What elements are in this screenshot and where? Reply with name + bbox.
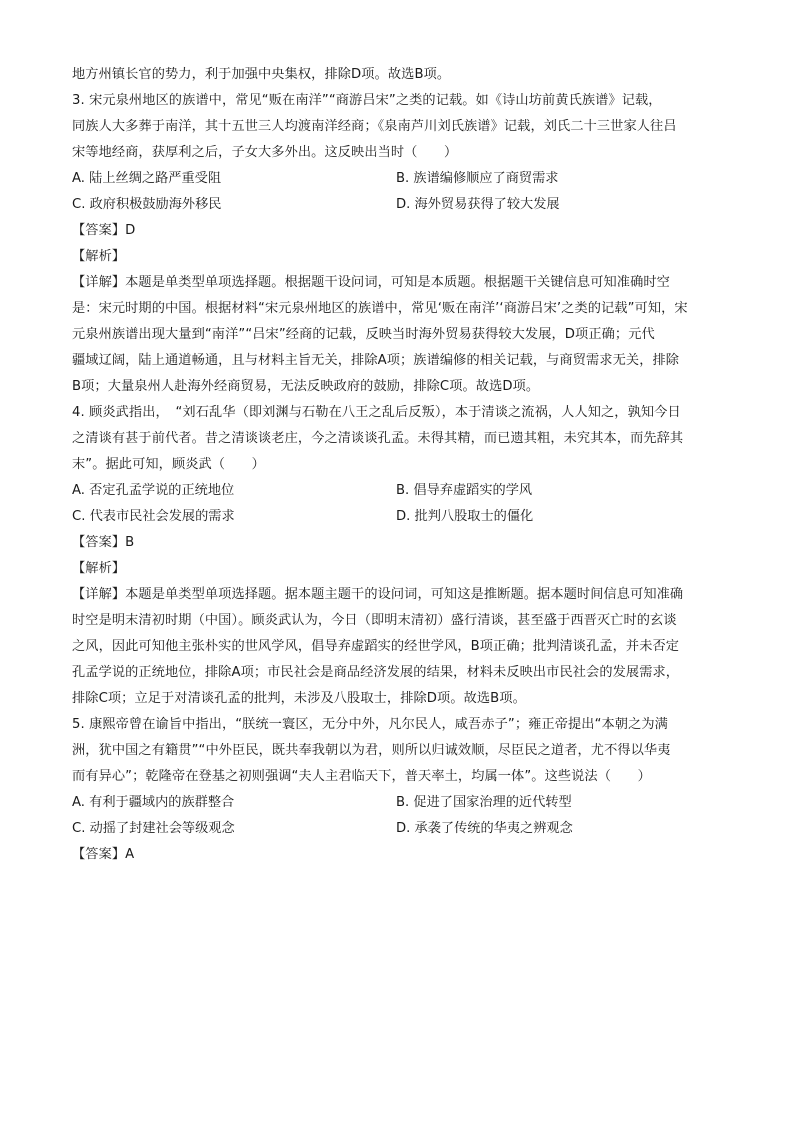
question-4-stem: 4. 顾炎武指出， “刘石乱华（即刘渊与石勒在八王之乱后反叛），本于清谈之流祸，人人知之，孰知今日 (72, 405, 681, 420)
question-5-stem: 洲，犹中国之有籍贯”“中外臣民，既共奉我朝以为君，则所以归诚效顺，尽臣民之道者，尤不得以华夷 (72, 743, 671, 758)
question-3-detail: 是：宋元时期的中国。根据材料“宋元泉州地区的族谱中，常见‘贩在南洋’‘商游吕宋’之类的记载”可知，宋 (72, 301, 688, 316)
question-4-answer: 【答案】B (72, 535, 135, 550)
question-5-options-row (72, 816, 728, 842)
option-c: C. 代表市民社会发展的需求 (72, 509, 235, 524)
text-line: 地方州镇长官的势力，利于加强中央集权，排除D项。故选B项。 (72, 67, 451, 82)
question-5-answer: 【答案】A (72, 847, 135, 862)
question-4-options-row (72, 478, 728, 504)
option-b: B. 倡导弃虚蹈实的学风 (396, 483, 533, 498)
question-4-stem: 末”。据此可知，顾炎武（ ） (72, 457, 265, 472)
option-a: A. 陆上丝绸之路严重受阻 (72, 171, 222, 186)
question-3-stem: 3. 宋元泉州地区的族谱中，常见“贩在南洋”“商游吕宋”之类的记载。如《诗山坊前黄氏族谱》记载， (72, 93, 662, 108)
question-3-detail: 元泉州族谱出现大量到“南洋”“吕宋”经商的记载，反映当时海外贸易获得较大发展，D项正确；元代 (72, 327, 655, 342)
question-5-stem: 5. 康熙帝曾在谕旨中指出，“朕统一寰区，无分中外，凡尔民人，咸吾赤子”；雍正帝提出“本朝之为满 (72, 717, 668, 732)
question-4-options-row (72, 504, 728, 530)
question-3-detail: 【详解】本题是单类型单项选择题。根据题干设问词，可知是本质题。根据题干关键信息可知准确时空 (72, 275, 670, 290)
question-4-detail: 【详解】本题是单类型单项选择题。据本题主题干的设问词，可知这是推断题。据本题时间信息可知准确 (72, 587, 684, 602)
question-4-detail: 之风，因此可知他主张朴实的世风学风，倡导弃虚蹈实的经世学风，B项正确；批判清谈孔孟，并未否定 (72, 639, 680, 654)
question-4-detail: 孔孟学说的正统地位，排除A项；市民社会是商品经济发展的结果，材料未反映出市民社会的发展需求， (72, 665, 680, 680)
option-b: B. 促进了国家治理的近代转型 (396, 795, 572, 810)
option-c: C. 动摇了封建社会等级观念 (72, 821, 235, 836)
question-3-options-row (72, 166, 728, 192)
question-5-options-row (72, 790, 728, 816)
question-4-analysis-label: 【解析】 (72, 561, 126, 576)
document-page (72, 62, 728, 868)
question-3-options-row (72, 192, 728, 218)
question-3-stem: 同族人大多葬于南洋，其十五世三人均渡南洋经商；《泉南芦川刘氏族谱》记载，刘氏二十三世家人往吕 (72, 119, 677, 134)
option-d: D. 海外贸易获得了较大发展 (396, 197, 560, 212)
question-3-stem: 宋等地经商，获厚利之后，子女大多外出。这反映出当时（ ） (72, 145, 458, 160)
option-a: A. 有利于疆域内的族群整合 (72, 795, 235, 810)
question-3-analysis-label: 【解析】 (72, 249, 126, 264)
question-3-detail: 疆域辽阔，陆上通道畅通，且与材料主旨无关，排除A项；族谱编修的相关记载，与商贸需求无关，排除 (72, 353, 680, 368)
option-d: D. 批判八股取士的僵化 (396, 509, 534, 524)
question-5-stem: 而有异心”；乾隆帝在登基之初则强调“夫人主君临天下，普天率土，均属一体”。这些说法（ ） (72, 769, 651, 784)
question-3-detail: B项；大量泉州人赴海外经商贸易，无法反映政府的鼓励，排除C项。故选D项。 (72, 379, 540, 394)
question-3-answer: 【答案】D (72, 223, 136, 238)
question-4-stem: 之清谈有甚于前代者。昔之清谈谈老庄，今之清谈谈孔孟。未得其精，而已遗其粗，未究其本，而先辞其 (72, 431, 684, 446)
option-b: B. 族谱编修顺应了商贸需求 (396, 171, 559, 186)
question-4-detail: 时空是明末清初时期（中国）。顾炎武认为，今日（即明末清初）盛行清谈，甚至盛于西晋灭亡时的玄谈 (72, 613, 677, 628)
question-4-detail: 排除C项；立足于对清谈孔孟的批判，未涉及八股取士，排除D项。故选B项。 (72, 691, 526, 706)
option-c: C. 政府积极鼓励海外移民 (72, 197, 222, 212)
option-d: D. 承袭了传统的华夷之辨观念 (396, 821, 573, 836)
option-a: A. 否定孔孟学说的正统地位 (72, 483, 235, 498)
